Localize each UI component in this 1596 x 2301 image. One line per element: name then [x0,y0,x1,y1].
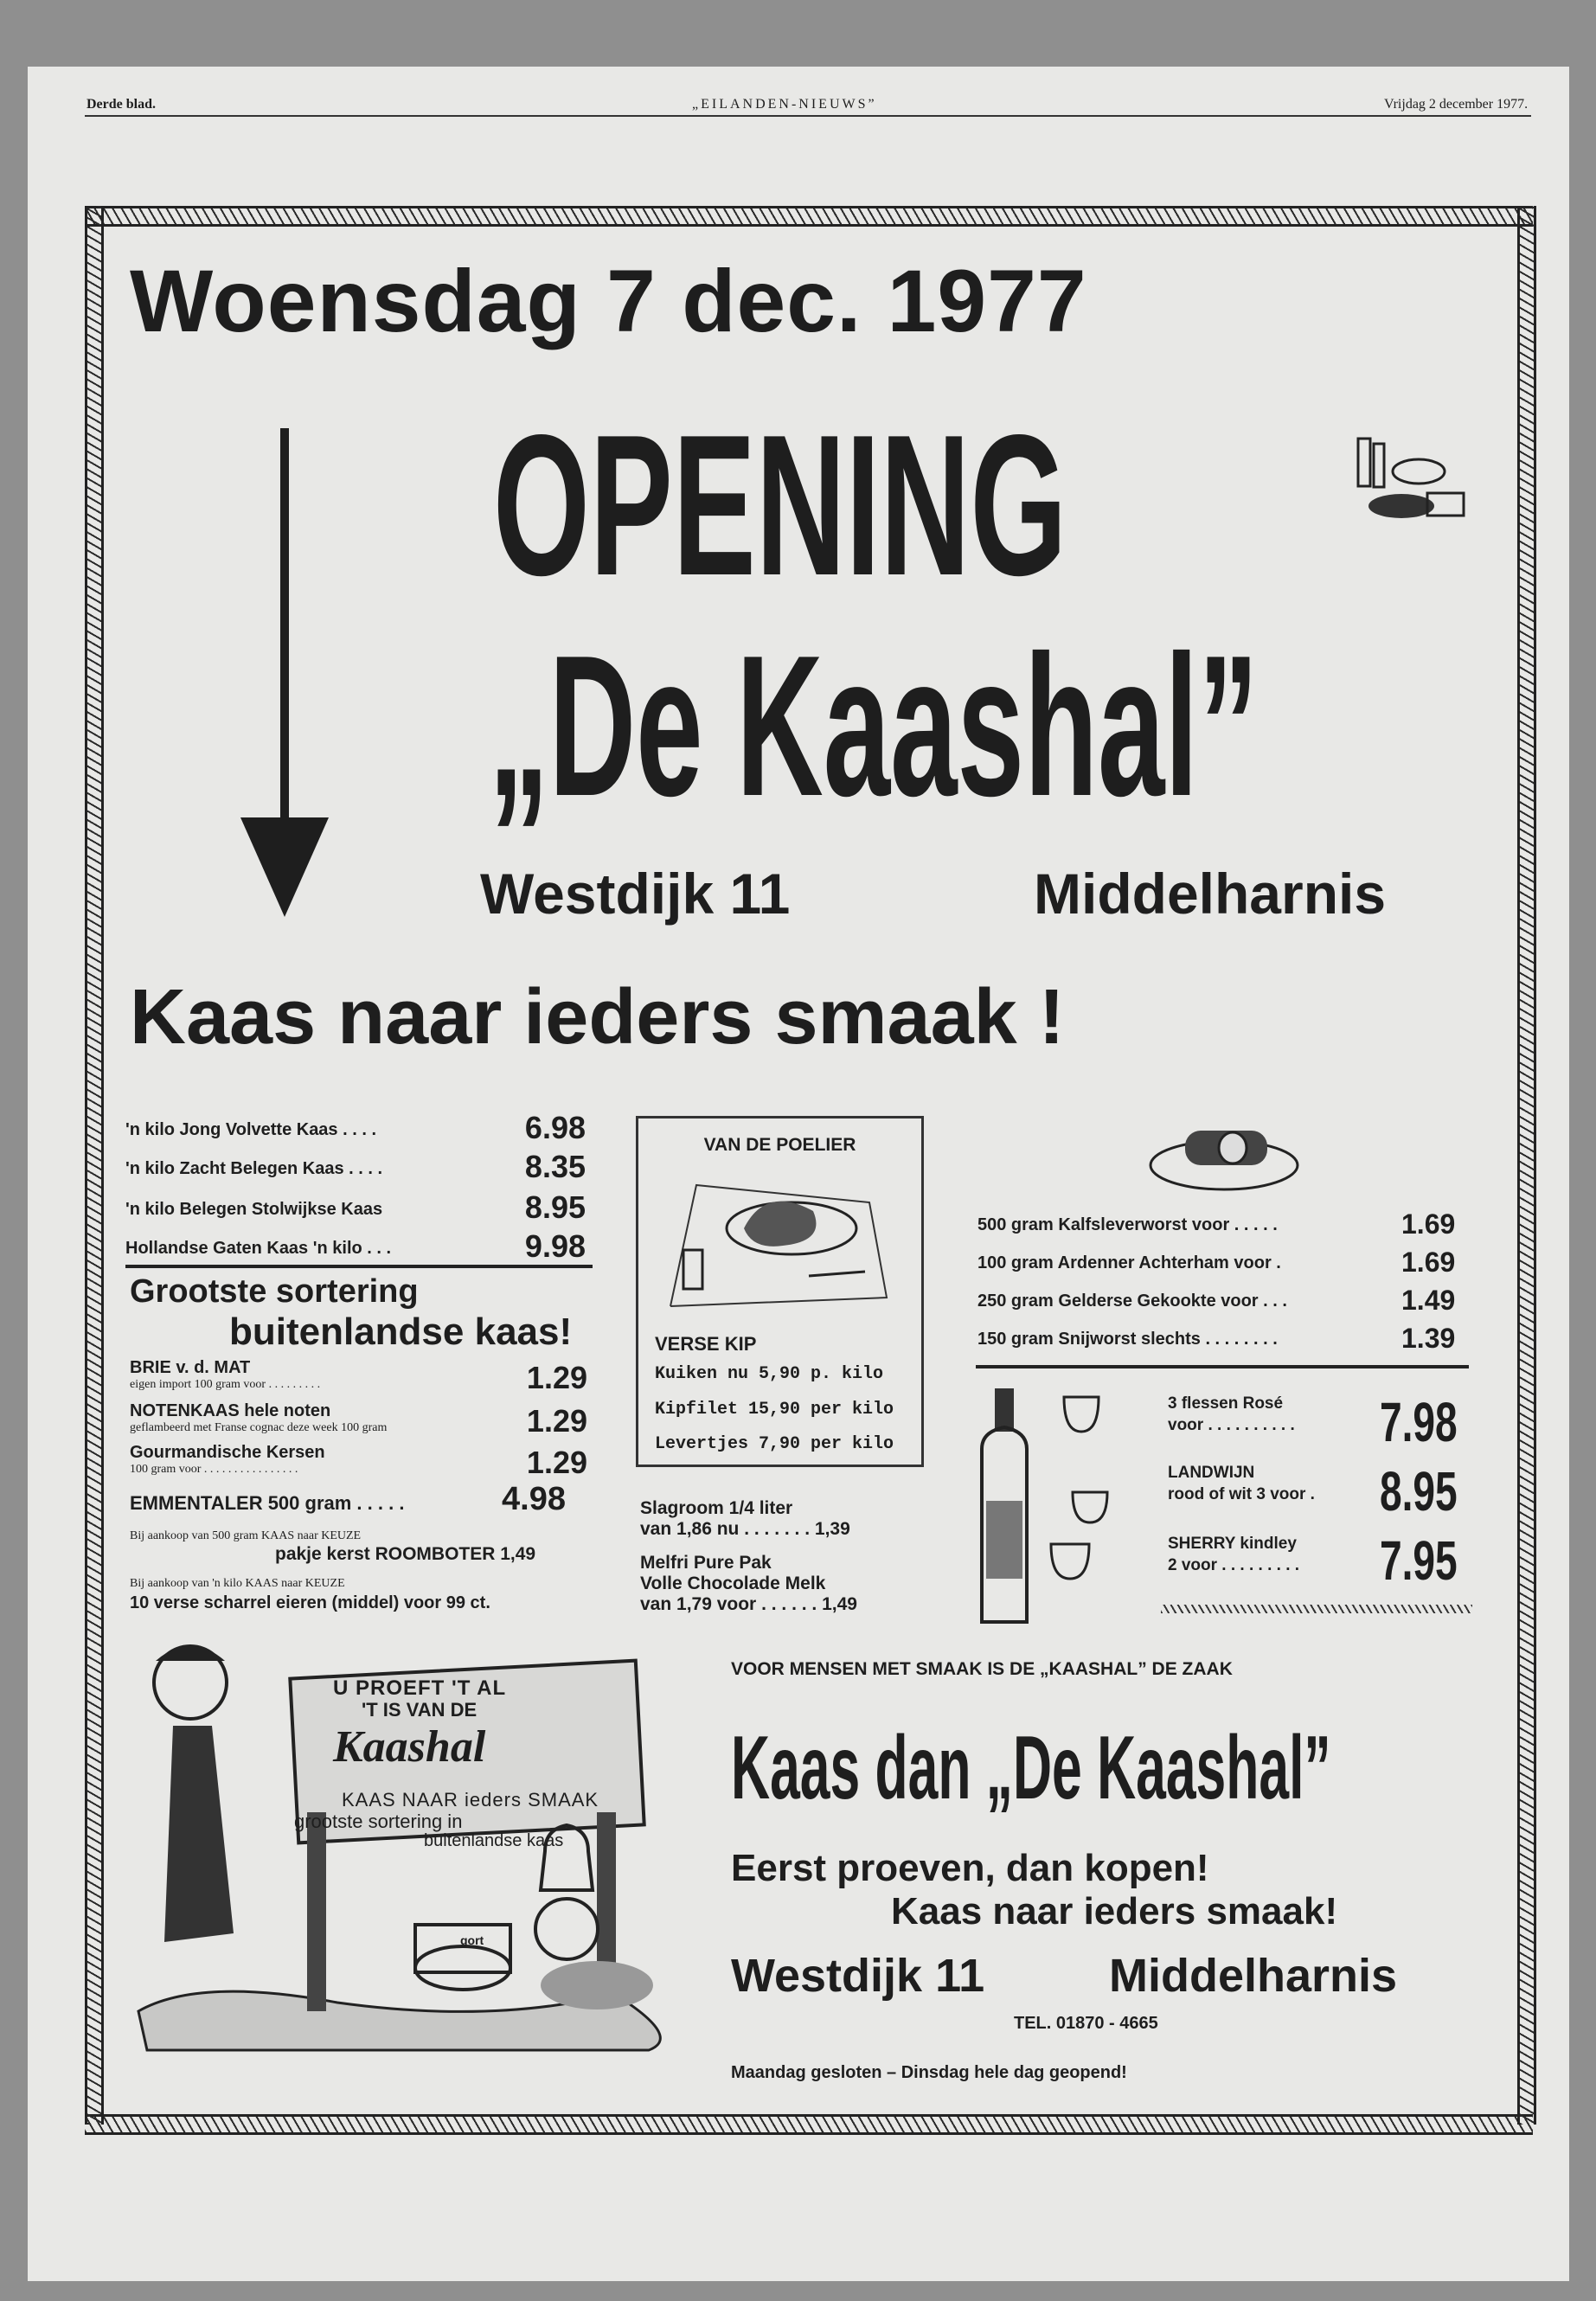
closing-street: Westdijk 11 [731,1950,985,2002]
sausage-plate-icon [1146,1118,1302,1195]
divider [976,1365,1469,1368]
emmentaler-price: 4.98 [502,1481,566,1517]
meat-item: 150 gram Snijworst slechts . . . . . . . . [977,1330,1278,1349]
price-row: 'n kilo Jong Volvette Kaas . . . . 6.98 [125,1110,586,1145]
meat-price: 1.49 [1401,1285,1456,1316]
closing-line: Kaas naar ieders smaak! [891,1890,1338,1932]
meat-item: 250 gram Gelderse Gekookte voor . . . [977,1292,1287,1311]
divider [125,1265,593,1268]
poelier-heading: VERSE KIP [655,1333,757,1355]
slogan: Kaas naar ieders smaak ! [130,974,1065,1061]
border-left [85,206,104,2125]
closing-town: Middelharnis [1109,1950,1398,2002]
header-rule [85,115,1531,117]
meat-price: 1.39 [1401,1323,1456,1354]
wine-price: 7.95 [1380,1533,1458,1588]
closing-line: Eerst proeven, dan kopen! [731,1847,1209,1889]
sign-line: 'T IS VAN DE [362,1699,478,1721]
wine-item: 3 flessen Rosé voor . . . . . . . . . . [1168,1394,1295,1434]
foreign-heading-1: Grootste sortering [130,1273,419,1310]
roast-chicken-icon [662,1168,895,1315]
shop-name-wrap [489,623,1466,839]
butter-offer: pakje kerst ROOMBOTER 1,49 [275,1544,536,1564]
hero-town: Middelharnis [1034,862,1387,926]
sign-line: grootste sortering in [294,1811,463,1832]
foreign-item: BRIE v. d. MAT eigen import 100 gram voor . . . . . . . . . 1.29 [130,1358,587,1395]
page-label: Derde blad. [87,97,156,112]
shop-name: „De Kaashal” [489,623,1259,838]
issue-date: Vrijdag 2 december 1977. [1384,97,1529,112]
foreign-heading-2: buitenlandse kaas! [229,1311,573,1353]
barrel-label: gort [460,1933,484,1947]
dairy-item: Melfri Pure Pak Volle Chocolade Melk van 1,79 voor . . . . . . 1,49 [640,1553,857,1614]
sign-brand: Kaashal [333,1722,486,1772]
wine-item: LANDWIJN rood of wit 3 voor . [1168,1464,1315,1503]
border-bottom [85,2114,1533,2135]
wine-price-wrap [1380,1464,1475,1519]
dairy-item: Slagroom 1/4 liter van 1,86 nu . . . . . . . 1,39 [640,1498,850,1539]
wine-price: 7.98 [1380,1394,1458,1450]
wine-bottle-icon [969,1380,1142,1631]
closing-tel: TEL. 01870 - 4665 [1014,2014,1158,2033]
event-date: Woensdag 7 dec. 1977 [130,252,1087,350]
newspaper-name: „EILANDEN-NIEUWS” [692,97,877,112]
wine-price: 8.95 [1380,1464,1458,1519]
price-row: Hollandse Gaten Kaas 'n kilo . . . 9.98 [125,1228,586,1264]
sign-line: buitenlandse kaas [424,1831,564,1850]
price-row: 'n kilo Belegen Stolwijkse Kaas 8.95 [125,1189,586,1225]
hero-street: Westdijk 11 [480,862,791,926]
meat-price: 1.69 [1401,1208,1456,1240]
poelier-item: Kipfilet 15,90 per kilo [655,1400,894,1420]
eggs-offer: 10 verse scharrel eieren (middel) voor 99 ct. [130,1593,490,1612]
poelier-item: Levertjes 7,90 per kilo [655,1434,894,1454]
sign-line: U PROEFT 'T AL [333,1676,507,1700]
emmentaler-label: EMMENTALER 500 gram . . . . . [130,1492,405,1514]
border-top [85,206,1533,227]
price-row: 'n kilo Zacht Belegen Kaas . . . . 8.35 [125,1149,586,1184]
eggs-note: Bij aankoop van 'n kilo KAAS naar KEUZE [130,1577,345,1590]
closing-hours: Maandag gesloten – Dinsdag hele dag geopend! [731,2063,1127,2082]
wine-item: SHERRY kindley 2 voor . . . . . . . . . [1168,1535,1300,1574]
wine-underline [1161,1605,1472,1613]
opening-wrap [493,407,1116,614]
closing-headline-wrap [731,1721,1475,1817]
meat-item: 100 gram Ardenner Achterham voor . [977,1253,1281,1272]
foreign-item: Gourmandische Kersen 100 gram voor . . . . . . . . . . . . . . . . 1.29 [130,1443,587,1480]
wine-price-wrap [1380,1394,1475,1450]
foreign-item: NOTENKAAS hele noten geflambeerd met Franse cognac deze week 100 gram 1.29 [130,1401,587,1439]
opening-heading: OPENING [493,407,1067,614]
sign-line: KAAS NAAR ieders SMAAK [342,1789,599,1811]
poelier-title: VAN DE POELIER [703,1135,856,1155]
cheese-basket-icon [1345,437,1466,532]
meat-item: 500 gram Kalfsleverworst voor . . . . . [977,1215,1278,1234]
poelier-item: Kuiken nu 5,90 p. kilo [655,1364,884,1384]
arrow-down-icon [240,428,344,921]
wine-price-wrap [1380,1533,1475,1588]
meat-price: 1.69 [1401,1247,1456,1278]
butter-note: Bij aankoop van 500 gram KAAS naar KEUZE [130,1529,362,1542]
closing-tagline: VOOR MENSEN MET SMAAK IS DE „KAASHAL” DE ZAAK [731,1659,1233,1679]
closing-headline: Kaas dan „De Kaashal” [731,1721,1331,1817]
border-right [1517,206,1536,2125]
